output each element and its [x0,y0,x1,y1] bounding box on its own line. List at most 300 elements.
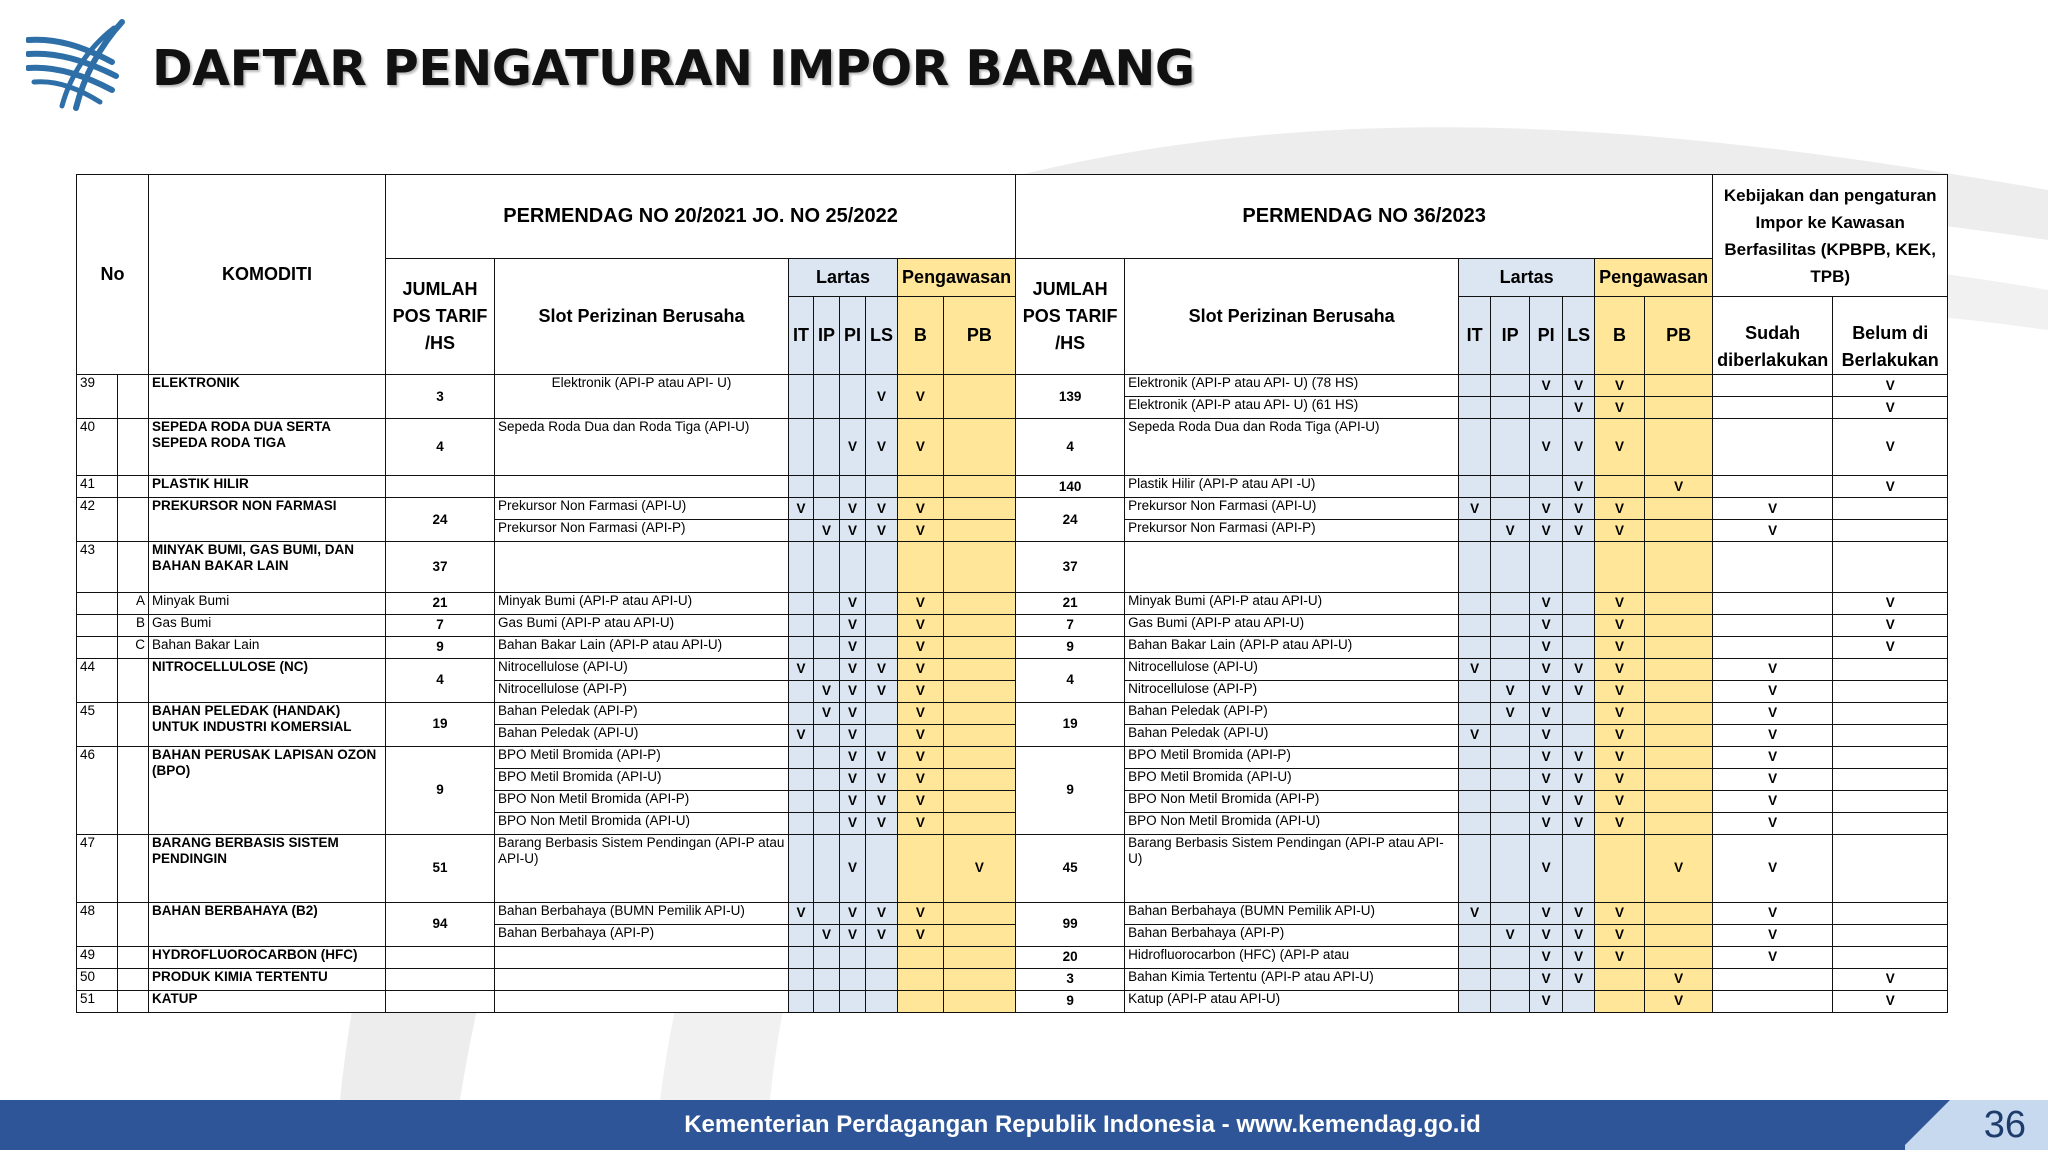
new-check-it [1459,520,1491,542]
old-check-ls [866,542,898,593]
new-check-it [1459,375,1491,397]
new-slot: Sepeda Roda Dua dan Roda Tiga (API-U) [1125,419,1459,476]
footer-text: Kementerian Perdagangan Republik Indonesia - www.kemendag.go.id [684,1111,1481,1138]
new-check-ip [1491,946,1530,968]
new-check-pi: V [1530,680,1563,702]
old-check-ip [814,990,840,1012]
new-check-ip: V [1491,702,1530,724]
new-check-it [1459,990,1491,1012]
new-slot: Elektronik (API-P atau API- U) (61 HS) [1125,397,1459,419]
new-check-b: V [1595,498,1645,520]
new-check-ls [1563,636,1595,658]
new-check-it [1459,614,1491,636]
new-check-ls: V [1563,790,1595,812]
kebijakan-sudah: V [1713,790,1833,812]
kebijakan-belum [1833,658,1948,680]
old-check-it: V [789,658,814,680]
row-sub-letter [118,658,149,702]
new-check-pi: V [1530,768,1563,790]
row-sub-letter [118,476,149,498]
old-slot: Prekursor Non Farmasi (API-P) [495,520,789,542]
new-check-b: V [1595,746,1645,768]
new-slot: Prekursor Non Farmasi (API-U) [1125,498,1459,520]
old-check-b: V [898,592,944,614]
kebijakan-belum [1833,834,1948,902]
new-check-pb [1644,902,1712,924]
new-check-ls [1563,834,1595,902]
old-check-ip [814,592,840,614]
old-check-b: V [898,680,944,702]
new-check-it: V [1459,724,1491,746]
new-check-ls [1563,614,1595,636]
old-slot: BPO Non Metil Bromida (API-P) [495,790,789,812]
new-check-b: V [1595,924,1645,946]
new-check-pi: V [1530,834,1563,902]
new-check-ip [1491,746,1530,768]
new-check-ip [1491,902,1530,924]
new-check-b: V [1595,419,1645,476]
old-check-pb [943,968,1016,990]
old-slot: BPO Metil Bromida (API-U) [495,768,789,790]
new-check-pi: V [1530,902,1563,924]
old-check-it [789,924,814,946]
old-check-ip [814,542,840,593]
new-slot: BPO Metil Bromida (API-P) [1125,746,1459,768]
table-row [77,834,1948,902]
commodity-name: KATUP [149,990,386,1012]
header-komoditi: KOMODITI [149,175,386,375]
new-check-pi [1530,542,1563,593]
old-check-b [898,946,944,968]
kebijakan-belum: V [1833,636,1948,658]
row-number: 46 [77,746,118,834]
kebijakan-sudah [1713,592,1833,614]
old-pos-count [386,946,495,968]
header-pi-old: PI [840,297,866,375]
new-check-pi: V [1530,968,1563,990]
old-check-ip: V [814,702,840,724]
new-check-ip [1491,790,1530,812]
table-row [77,592,1948,614]
new-slot: Bahan Kimia Tertentu (API-P atau API-U) [1125,968,1459,990]
new-pos-count: 24 [1016,498,1125,542]
new-check-b [1595,542,1645,593]
row-number [77,614,118,636]
row-sub-letter [118,902,149,946]
row-number [77,636,118,658]
old-check-it [789,768,814,790]
old-check-pb [943,592,1016,614]
old-check-ip [814,946,840,968]
kebijakan-sudah: V [1713,768,1833,790]
old-pos-count: 7 [386,614,495,636]
footer-bar [0,1100,1905,1150]
header-permendag-new: PERMENDAG NO 36/2023 [1016,175,1713,259]
old-check-b: V [898,658,944,680]
old-check-ip: V [814,520,840,542]
row-number: 47 [77,834,118,902]
old-check-it [789,812,814,834]
table-row [77,968,1948,990]
old-check-it [789,680,814,702]
old-check-it [789,542,814,593]
new-check-pi: V [1530,702,1563,724]
page-number: 36 [1983,1104,2026,1146]
new-check-pi: V [1530,812,1563,834]
new-slot: Barang Berbasis Sistem Pendingan (API-P atau API-U) [1125,834,1459,902]
old-check-ls: V [866,768,898,790]
footer-corner [1900,1100,1950,1150]
new-check-ls: V [1563,768,1595,790]
old-check-ip [814,375,840,419]
new-check-ip [1491,397,1530,419]
new-check-it [1459,476,1491,498]
old-check-it [789,592,814,614]
kebijakan-belum [1833,724,1948,746]
old-check-b: V [898,498,944,520]
old-check-ls [866,636,898,658]
new-check-it [1459,946,1491,968]
new-check-pb [1644,592,1712,614]
kebijakan-belum: V [1833,476,1948,498]
old-check-b: V [898,746,944,768]
old-check-pi: V [840,746,866,768]
kebijakan-belum [1833,520,1948,542]
old-check-it [789,990,814,1012]
old-check-b: V [898,520,944,542]
kebijakan-belum: V [1833,990,1948,1012]
header-pengawasan-new: Pengawasan [1595,259,1713,297]
new-pos-count: 45 [1016,834,1125,902]
new-check-it: V [1459,658,1491,680]
new-check-ip: V [1491,520,1530,542]
old-check-ip [814,790,840,812]
new-pos-count: 139 [1016,375,1125,419]
old-check-ls [866,476,898,498]
new-check-ls: V [1563,520,1595,542]
new-slot: BPO Non Metil Bromida (API-U) [1125,812,1459,834]
old-check-pi: V [840,702,866,724]
old-pos-count: 51 [386,834,495,902]
kebijakan-sudah: V [1713,658,1833,680]
old-check-ls [866,724,898,746]
new-check-it [1459,636,1491,658]
header-slot-new: Slot Perizinan Berusaha [1125,259,1459,375]
old-check-pi [840,542,866,593]
new-check-pi: V [1530,724,1563,746]
new-check-ls: V [1563,498,1595,520]
old-check-pb [943,498,1016,520]
old-check-pb [943,419,1016,476]
old-check-ls: V [866,658,898,680]
old-check-it: V [789,902,814,924]
new-pos-count: 4 [1016,419,1125,476]
old-check-ls: V [866,680,898,702]
row-sub-letter [118,946,149,968]
new-slot: Katup (API-P atau API-U) [1125,990,1459,1012]
old-check-ip [814,476,840,498]
commodity-name: NITROCELLULOSE (NC) [149,658,386,702]
new-check-pi: V [1530,924,1563,946]
old-check-pb [943,946,1016,968]
new-check-ls: V [1563,680,1595,702]
new-check-pb [1644,724,1712,746]
old-check-b: V [898,636,944,658]
old-slot [495,542,789,593]
old-check-ip [814,834,840,902]
old-check-ip [814,902,840,924]
old-check-it [789,702,814,724]
old-slot: Prekursor Non Farmasi (API-U) [495,498,789,520]
new-check-pb [1644,702,1712,724]
table-row [77,658,1948,680]
new-pos-count: 20 [1016,946,1125,968]
new-pos-count: 3 [1016,968,1125,990]
old-check-pb [943,902,1016,924]
old-check-ip [814,419,840,476]
old-slot: Nitrocellulose (API-U) [495,658,789,680]
new-pos-count: 9 [1016,990,1125,1012]
header-pi-new: PI [1530,297,1563,375]
new-slot: Prekursor Non Farmasi (API-P) [1125,520,1459,542]
kebijakan-sudah: V [1713,498,1833,520]
new-check-pb: V [1644,990,1712,1012]
new-check-pb [1644,498,1712,520]
new-check-it [1459,746,1491,768]
old-check-ls [866,702,898,724]
old-check-b: V [898,902,944,924]
header-jumlah-new: JUMLAH POS TARIF /HS [1016,259,1125,375]
header-b-new: B [1595,297,1645,375]
header-belum: Belum di Berlakukan [1833,297,1948,375]
new-check-ip [1491,990,1530,1012]
old-check-pi [840,990,866,1012]
kebijakan-sudah: V [1713,520,1833,542]
new-check-pi: V [1530,790,1563,812]
old-slot: Minyak Bumi (API-P atau API-U) [495,592,789,614]
old-slot: Gas Bumi (API-P atau API-U) [495,614,789,636]
old-check-pi: V [840,680,866,702]
new-check-ip [1491,768,1530,790]
old-check-it [789,834,814,902]
old-check-pb [943,614,1016,636]
new-check-ls: V [1563,746,1595,768]
new-check-ip [1491,636,1530,658]
row-sub-letter [118,498,149,542]
old-check-pb [943,768,1016,790]
new-check-ls: V [1563,419,1595,476]
header-pengawasan-old: Pengawasan [898,259,1016,297]
new-check-b [1595,834,1645,902]
new-check-it [1459,592,1491,614]
new-check-it [1459,702,1491,724]
old-check-ip [814,812,840,834]
kebijakan-belum: V [1833,419,1948,476]
old-check-pi [840,946,866,968]
row-sub-letter [118,746,149,834]
old-check-pi: V [840,724,866,746]
new-check-pb [1644,812,1712,834]
new-check-it [1459,834,1491,902]
new-check-b: V [1595,768,1645,790]
new-check-it [1459,968,1491,990]
old-check-b [898,542,944,593]
old-slot [495,968,789,990]
table-row [77,419,1948,476]
old-slot [495,476,789,498]
new-check-it: V [1459,902,1491,924]
kemendag-logo-icon [26,16,126,116]
kebijakan-sudah: V [1713,924,1833,946]
kebijakan-belum: V [1833,614,1948,636]
new-check-ip [1491,614,1530,636]
new-check-ls [1563,542,1595,593]
new-check-ip [1491,476,1530,498]
old-check-b [898,990,944,1012]
new-check-pb [1644,614,1712,636]
commodity-name: PRODUK KIMIA TERTENTU [149,968,386,990]
old-check-ls: V [866,419,898,476]
new-slot: Elektronik (API-P atau API- U) (78 HS) [1125,375,1459,397]
old-check-pi [840,375,866,419]
commodity-name: PREKURSOR NON FARMASI [149,498,386,542]
new-check-ls: V [1563,375,1595,397]
header-pb-old: PB [943,297,1016,375]
new-check-ls: V [1563,476,1595,498]
old-check-b: V [898,812,944,834]
row-number: 41 [77,476,118,498]
kebijakan-belum: V [1833,968,1948,990]
old-pos-count: 19 [386,702,495,746]
new-check-pb [1644,768,1712,790]
old-check-it [789,375,814,419]
new-slot: Hidrofluorocarbon (HFC) (API-P atau [1125,946,1459,968]
new-check-pb: V [1644,968,1712,990]
header-ip-old: IP [814,297,840,375]
kebijakan-sudah [1713,375,1833,397]
old-slot: Sepeda Roda Dua dan Roda Tiga (API-U) [495,419,789,476]
kebijakan-sudah: V [1713,702,1833,724]
row-number: 39 [77,375,118,419]
new-check-ip [1491,834,1530,902]
new-check-it [1459,397,1491,419]
new-pos-count: 19 [1016,702,1125,746]
old-check-ls: V [866,924,898,946]
regulation-table [76,174,1948,1013]
new-check-b: V [1595,520,1645,542]
new-check-b: V [1595,592,1645,614]
new-check-ls [1563,592,1595,614]
new-check-b: V [1595,658,1645,680]
new-check-pb [1644,542,1712,593]
new-slot: Bahan Berbahaya (API-P) [1125,924,1459,946]
old-check-ip: V [814,924,840,946]
old-check-ls: V [866,498,898,520]
commodity-name: Minyak Bumi [149,592,386,614]
row-sub-letter [118,375,149,419]
old-check-pb [943,990,1016,1012]
new-check-b [1595,476,1645,498]
table-row [77,702,1948,724]
new-pos-count: 9 [1016,636,1125,658]
commodity-name: PLASTIK HILIR [149,476,386,498]
old-pos-count: 9 [386,746,495,834]
old-check-pb [943,790,1016,812]
kebijakan-belum [1833,498,1948,520]
old-slot: Bahan Berbahaya (API-P) [495,924,789,946]
new-check-ls: V [1563,658,1595,680]
new-check-it [1459,419,1491,476]
old-check-ip [814,498,840,520]
kebijakan-sudah [1713,476,1833,498]
old-pos-count: 4 [386,419,495,476]
old-check-it [789,520,814,542]
kebijakan-sudah: V [1713,724,1833,746]
old-check-ip [814,746,840,768]
old-check-b [898,968,944,990]
table-row [77,498,1948,520]
new-check-it [1459,924,1491,946]
old-check-pb [943,924,1016,946]
table-row [77,542,1948,593]
kebijakan-sudah [1713,636,1833,658]
commodity-name: BARANG BERBASIS SISTEM PENDINGIN [149,834,386,902]
new-check-b: V [1595,614,1645,636]
old-check-it [789,419,814,476]
row-number: 43 [77,542,118,593]
new-check-pi: V [1530,614,1563,636]
old-check-pi: V [840,498,866,520]
old-check-ls [866,834,898,902]
old-pos-count: 24 [386,498,495,542]
row-sub-letter: B [118,614,149,636]
old-check-ls: V [866,790,898,812]
old-check-ip [814,768,840,790]
old-check-b: V [898,790,944,812]
new-pos-count: 37 [1016,542,1125,593]
old-check-pi: V [840,902,866,924]
old-check-pi [840,476,866,498]
new-check-pb [1644,658,1712,680]
kebijakan-sudah [1713,397,1833,419]
row-number: 49 [77,946,118,968]
old-check-ls: V [866,902,898,924]
new-check-pb [1644,746,1712,768]
old-check-pi: V [840,614,866,636]
new-check-pi: V [1530,592,1563,614]
old-pos-count: 3 [386,375,495,419]
new-check-pb [1644,419,1712,476]
new-check-pi: V [1530,520,1563,542]
new-check-ls [1563,702,1595,724]
old-check-pi: V [840,834,866,902]
new-check-it [1459,768,1491,790]
commodity-name: BAHAN PELEDAK (HANDAK) UNTUK INDUSTRI KOMERSIAL [149,702,386,746]
new-check-ip [1491,419,1530,476]
kebijakan-belum [1833,702,1948,724]
header-lartas-old: Lartas [789,259,898,297]
new-check-b: V [1595,902,1645,924]
new-check-ls [1563,990,1595,1012]
header-it-new: IT [1459,297,1491,375]
kebijakan-belum [1833,542,1948,593]
header-it-old: IT [789,297,814,375]
table-row [77,614,1948,636]
old-check-ls [866,614,898,636]
new-check-b [1595,990,1645,1012]
kebijakan-belum [1833,902,1948,924]
kebijakan-sudah: V [1713,812,1833,834]
